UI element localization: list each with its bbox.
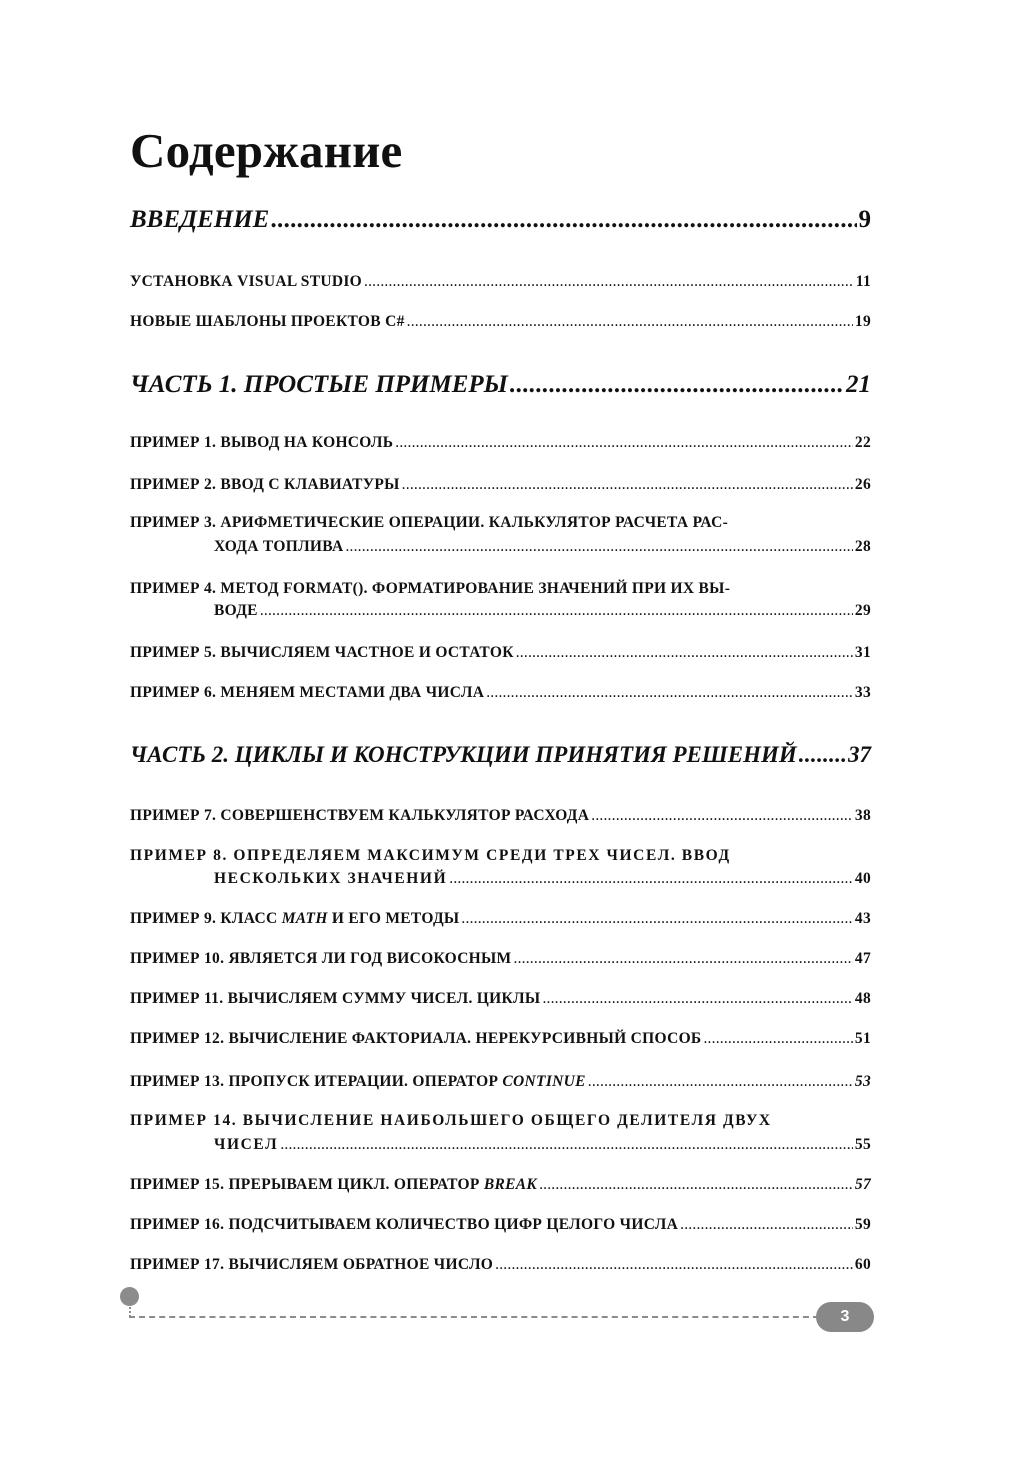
toc-entry-templates[interactable] xyxy=(130,313,871,331)
label-italic: CONTINUE xyxy=(502,1073,586,1090)
toc-entry-page: 51 xyxy=(854,1030,871,1047)
leader-dots xyxy=(539,1176,853,1194)
toc-entry-ex8[interactable] xyxy=(214,870,871,888)
toc-entry-ex15[interactable] xyxy=(130,1176,871,1194)
toc-intro-page: 9 xyxy=(858,206,871,233)
leader-dots xyxy=(516,644,853,662)
toc-entry-page: 47 xyxy=(854,950,871,967)
footer-stem xyxy=(129,1303,131,1317)
toc-entry-label: ПРИМЕР 1. ВЫВОД НА КОНСОЛЬ xyxy=(130,434,394,451)
leader-dots xyxy=(345,538,852,556)
toc-entry-label: ПРИМЕР 12. ВЫЧИСЛЕНИЕ ФАКТОРИАЛА. НЕРЕКУРСИВНЫЙ СПОСОБ xyxy=(130,1030,702,1047)
leader-dots xyxy=(395,434,853,452)
leader-dots xyxy=(588,1073,853,1091)
leader-dots xyxy=(402,476,853,494)
toc-entry-page: 33 xyxy=(854,684,871,701)
toc-entry-page: 29 xyxy=(854,602,871,619)
toc-entry-ex13[interactable] xyxy=(130,1073,871,1091)
toc-part-2[interactable] xyxy=(130,742,871,768)
toc-entry-label: ХОДА ТОПЛИВА xyxy=(214,538,344,555)
toc-entry-ex5[interactable] xyxy=(130,644,871,662)
leader-dots xyxy=(495,1256,853,1274)
toc-entry-ex2[interactable] xyxy=(130,476,871,494)
leader-dots xyxy=(486,684,853,702)
toc-entry-page: 60 xyxy=(854,1256,871,1273)
toc-entry-ex9[interactable] xyxy=(130,910,871,928)
toc-entry-label: НЕСКОЛЬКИХ ЗНАЧЕНИЙ xyxy=(214,870,448,887)
label-italic: MATH xyxy=(281,910,328,927)
toc-entry-label xyxy=(130,1176,537,1194)
toc-entry-page: 55 xyxy=(854,1136,871,1153)
toc-entry-label: НОВЫЕ ШАБЛОНЫ ПРОЕКТОВ C# xyxy=(130,313,405,330)
toc-entry-label: ПРИМЕР 2. ВВОД С КЛАВИАТУРЫ xyxy=(130,476,400,493)
footer-dashed-line xyxy=(129,1316,819,1318)
toc-entry-ex3-line1[interactable]: ПРИМЕР 3. АРИФМЕТИЧЕСКИЕ ОПЕРАЦИИ. КАЛЬКУЛЯТОР РАСЧЕТА РАС- xyxy=(130,514,729,531)
leader-dots xyxy=(799,742,846,768)
toc-entry-ex12[interactable] xyxy=(130,1030,871,1048)
toc-entry-label: ПРИМЕР 6. МЕНЯЕМ МЕСТАМИ ДВА ЧИСЛА xyxy=(130,684,485,701)
leader-dots xyxy=(260,602,853,620)
leader-dots xyxy=(461,910,852,928)
toc-intro[interactable] xyxy=(130,206,871,234)
toc-entry-label: ПРИМЕР 10. ЯВЛЯЕТСЯ ЛИ ГОД ВИСОКОСНЫМ xyxy=(130,950,512,967)
toc-part-1[interactable] xyxy=(130,371,871,399)
toc-entry-label xyxy=(130,1073,586,1091)
toc-entry-ex14[interactable] xyxy=(214,1136,871,1154)
toc-entry-page: 59 xyxy=(854,1216,871,1233)
label-italic: BREAK xyxy=(483,1176,538,1193)
toc-entry-page: 26 xyxy=(854,476,871,493)
label-part: ПРИМЕР 13. ПРОПУСК ИТЕРАЦИИ. ОПЕРАТОР xyxy=(130,1073,499,1090)
toc-part-label: ЧАСТЬ 1. ПРОСТЫЕ ПРИМЕРЫ xyxy=(130,371,508,398)
toc-entry-page: 53 xyxy=(854,1073,871,1090)
leader-dots xyxy=(271,206,856,234)
label-part: ПРИМЕР 9. КЛАСС xyxy=(130,910,278,927)
toc-entry-ex11[interactable] xyxy=(130,990,871,1008)
toc-entry-label: ПРИМЕР 17. ВЫЧИСЛЯЕМ ОБРАТНОЕ ЧИСЛО xyxy=(130,1256,494,1273)
toc-entry-ex7[interactable] xyxy=(130,807,871,825)
toc-entry-ex17[interactable] xyxy=(130,1256,871,1274)
toc-entry-page: 11 xyxy=(855,273,871,290)
toc-entry-label: ПРИМЕР 11. ВЫЧИСЛЯЕМ СУММУ ЧИСЕЛ. ЦИКЛЫ xyxy=(130,990,541,1007)
toc-entry-page: 22 xyxy=(854,434,871,451)
toc-part-label: ЧАСТЬ 2. ЦИКЛЫ И КОНСТРУКЦИИ ПРИНЯТИЯ РЕШЕНИЙ xyxy=(130,742,797,767)
leader-dots xyxy=(280,1136,853,1154)
toc-entry-label: УСТАНОВКА VISUAL STUDIO xyxy=(130,273,363,290)
toc-entry-page: 19 xyxy=(854,313,871,330)
leader-dots xyxy=(449,870,853,888)
toc-entry-page: 28 xyxy=(854,538,871,555)
toc-entry-page: 38 xyxy=(854,807,871,824)
leader-dots xyxy=(364,273,854,291)
toc-entry-ex1[interactable] xyxy=(130,434,871,452)
leader-dots xyxy=(542,990,852,1008)
leader-dots xyxy=(680,1216,853,1234)
toc-entry-ex4[interactable] xyxy=(214,602,871,620)
toc-entry-install[interactable] xyxy=(130,273,871,291)
toc-entry-label: ВОДЕ xyxy=(214,602,258,619)
toc-entry-ex3[interactable] xyxy=(214,538,871,556)
label-part: ПРИМЕР 15. ПРЕРЫВАЕМ ЦИКЛ. ОПЕРАТОР xyxy=(130,1176,480,1193)
toc-entry-label xyxy=(130,910,459,928)
toc-entry-page: 48 xyxy=(854,990,871,1007)
label-part: И ЕГО МЕТОДЫ xyxy=(331,910,460,927)
toc-entry-ex6[interactable] xyxy=(130,684,871,702)
leader-dots xyxy=(510,371,844,399)
toc-part-page: 21 xyxy=(846,371,871,398)
leader-dots xyxy=(591,807,853,825)
toc-entry-label: ПРИМЕР 7. СОВЕРШЕНСТВУЕМ КАЛЬКУЛЯТОР РАСХОДА xyxy=(130,807,590,824)
leader-dots xyxy=(514,950,853,968)
toc-entry-label: ПРИМЕР 16. ПОДСЧИТЫВАЕМ КОЛИЧЕСТВО ЦИФР ЦЕЛОГО ЧИСЛА xyxy=(130,1216,679,1233)
toc-entry-ex8-line1[interactable]: ПРИМЕР 8. ОПРЕДЕЛЯЕМ МАКСИМУМ СРЕДИ ТРЕХ ЧИСЕЛ. ВВОД xyxy=(130,847,731,864)
toc-entry-page: 57 xyxy=(854,1176,871,1193)
toc-entry-ex14-line1[interactable]: ПРИМЕР 14. ВЫЧИСЛЕНИЕ НАИБОЛЬШЕГО ОБЩЕГО ДЕЛИТЕЛЯ ДВУХ xyxy=(130,1112,772,1129)
toc-entry-ex4-line1[interactable]: ПРИМЕР 4. МЕТОД FORMAT(). ФОРМАТИРОВАНИЕ ЗНАЧЕНИЙ ПРИ ИХ ВЫ- xyxy=(130,580,731,597)
toc-entry-page: 40 xyxy=(854,870,871,887)
toc-entry-label: ЧИСЕЛ xyxy=(214,1136,279,1153)
page-number-badge: 3 xyxy=(816,1302,874,1332)
toc-part-page: 37 xyxy=(848,742,871,767)
toc-entry-label: ПРИМЕР 5. ВЫЧИСЛЯЕМ ЧАСТНОЕ И ОСТАТОК xyxy=(130,644,514,661)
toc-intro-label: ВВЕДЕНИЕ xyxy=(130,206,270,233)
page-title: Содержание xyxy=(130,123,403,178)
leader-dots xyxy=(407,313,853,331)
leader-dots xyxy=(703,1030,852,1048)
toc-entry-ex10[interactable] xyxy=(130,950,871,968)
toc-entry-page: 31 xyxy=(854,644,871,661)
toc-entry-ex16[interactable] xyxy=(130,1216,871,1234)
toc-entry-page: 43 xyxy=(854,910,871,927)
